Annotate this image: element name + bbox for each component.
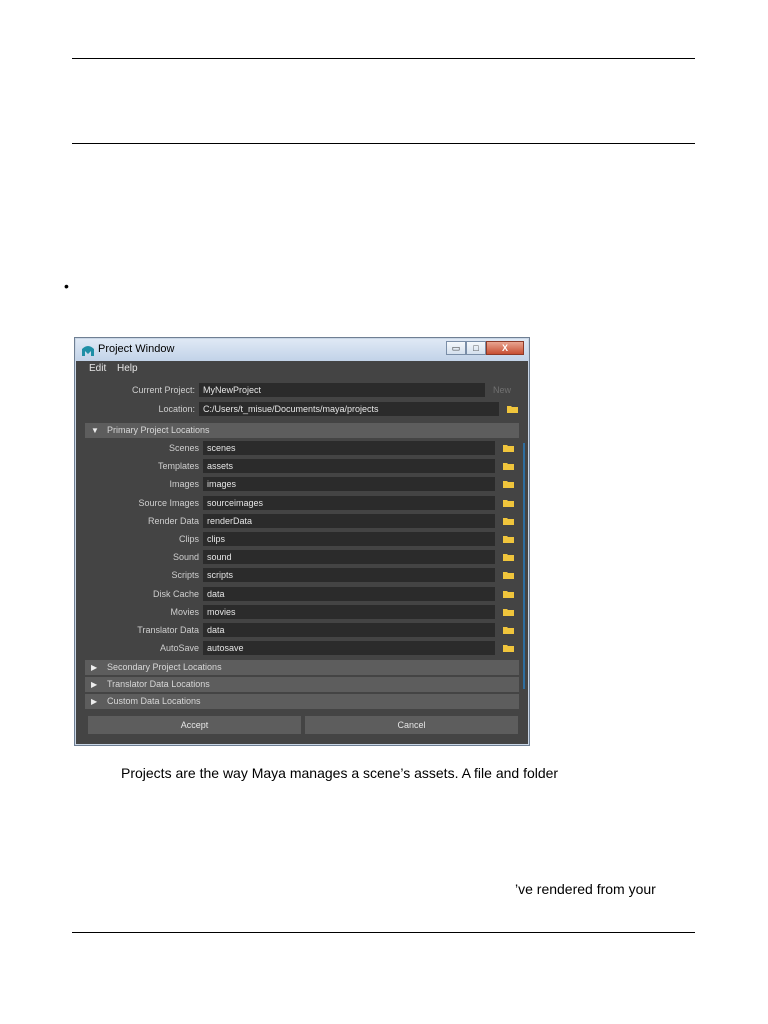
new-button[interactable]: New xyxy=(493,385,512,395)
top-rule xyxy=(72,58,695,59)
browse-folder-icon[interactable] xyxy=(503,462,514,470)
project-window xyxy=(74,337,530,746)
browse-folder-icon[interactable] xyxy=(503,571,514,579)
bullet-marker: • xyxy=(64,278,69,294)
location-label: Location: xyxy=(158,404,195,414)
current-project-label: Current Project: xyxy=(131,385,195,395)
custom-locations-title: Custom Data Locations xyxy=(107,696,201,706)
scrollbar-track[interactable] xyxy=(523,443,525,689)
cancel-button[interactable]: Cancel xyxy=(305,716,518,734)
translator-locations-header[interactable] xyxy=(85,677,519,692)
paragraph-fragment: ’ve rendered from your xyxy=(515,881,656,897)
location-row-field[interactable]: sound xyxy=(203,550,495,564)
menu-edit[interactable]: Edit xyxy=(89,363,107,374)
location-row-label: Scripts xyxy=(171,570,199,580)
current-project-field[interactable]: MyNewProject xyxy=(199,383,485,397)
location-row-field[interactable]: images xyxy=(203,477,495,491)
close-button[interactable]: X xyxy=(486,341,524,355)
location-row-label: Scenes xyxy=(168,443,199,453)
browse-folder-icon[interactable] xyxy=(503,480,514,488)
location-field[interactable]: C:/Users/t_misue/Documents/maya/projects xyxy=(199,402,499,416)
location-browse-folder-icon[interactable] xyxy=(507,405,518,413)
browse-folder-icon[interactable] xyxy=(503,499,514,507)
location-row-field[interactable]: data xyxy=(203,623,495,637)
bottom-rule xyxy=(72,932,695,933)
secondary-locations-header[interactable] xyxy=(85,660,519,675)
minimize-button[interactable]: ▭ xyxy=(446,341,466,355)
browse-folder-icon[interactable] xyxy=(503,517,514,525)
location-row-field[interactable]: autosave xyxy=(203,641,495,655)
location-row-label: Source Images xyxy=(138,498,199,508)
location-row-field[interactable]: sourceimages xyxy=(203,496,495,510)
collapsed-arrow-icon: ▶ xyxy=(91,697,98,706)
collapsed-arrow-icon: ▶ xyxy=(91,680,98,689)
browse-folder-icon[interactable] xyxy=(503,553,514,561)
primary-locations-title: Primary Project Locations xyxy=(107,425,210,435)
location-row-label: AutoSave xyxy=(159,643,199,653)
location-row-label: Render Data xyxy=(147,516,199,526)
browse-folder-icon[interactable] xyxy=(503,590,514,598)
location-row-label: Templates xyxy=(157,461,199,471)
translator-locations-title: Translator Data Locations xyxy=(107,679,210,689)
location-row-label: Clips xyxy=(178,534,199,544)
location-row-field[interactable]: clips xyxy=(203,532,495,546)
location-row-label: Movies xyxy=(170,607,199,617)
browse-folder-icon[interactable] xyxy=(503,444,514,452)
window-controls xyxy=(446,341,524,355)
header-rule xyxy=(72,143,695,144)
browse-folder-icon[interactable] xyxy=(503,644,514,652)
window-title: Project Window xyxy=(98,343,175,355)
caption-text: Projects are the way Maya manages a scene’s assets. A file and folder xyxy=(121,765,559,781)
accept-button[interactable]: Accept xyxy=(88,716,301,734)
location-row-label: Sound xyxy=(172,552,199,562)
browse-folder-icon[interactable] xyxy=(503,535,514,543)
browse-folder-icon[interactable] xyxy=(503,626,514,634)
window-body xyxy=(79,377,525,741)
maximize-button[interactable]: □ xyxy=(466,341,486,355)
browse-folder-icon[interactable] xyxy=(503,608,514,616)
custom-locations-header[interactable] xyxy=(85,694,519,709)
location-row-field[interactable]: assets xyxy=(203,459,495,473)
location-row-field[interactable]: data xyxy=(203,587,495,601)
location-row-label: Translator Data xyxy=(137,625,199,635)
location-row-label: Disk Cache xyxy=(152,589,199,599)
secondary-locations-title: Secondary Project Locations xyxy=(107,662,222,672)
title-bar[interactable] xyxy=(76,339,528,361)
maya-app-icon xyxy=(82,345,94,356)
expanded-arrow-icon: ▼ xyxy=(91,426,99,435)
location-row-field[interactable]: renderData xyxy=(203,514,495,528)
location-row-label: Images xyxy=(169,479,199,489)
location-row-field[interactable]: movies xyxy=(203,605,495,619)
menu-bar xyxy=(79,361,525,377)
location-row-field[interactable]: scenes xyxy=(203,441,495,455)
collapsed-arrow-icon: ▶ xyxy=(91,663,98,672)
primary-locations-header[interactable] xyxy=(85,423,519,438)
location-row-field[interactable]: scripts xyxy=(203,568,495,582)
menu-help[interactable]: Help xyxy=(117,363,138,374)
